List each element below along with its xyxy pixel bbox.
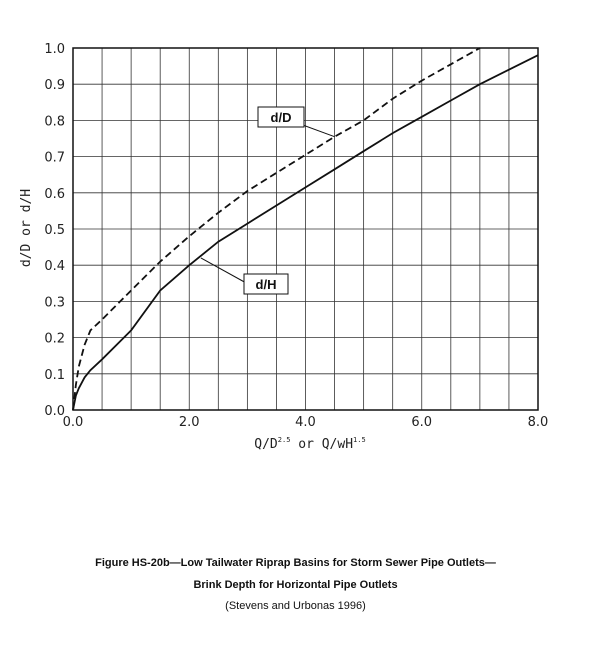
- callouts: [201, 107, 335, 294]
- y-tick-label: 0.4: [44, 259, 65, 275]
- y-tick-label: 0.3: [44, 295, 65, 311]
- x-tick-label: 4.0: [295, 415, 316, 430]
- x-tick-label: 0.0: [62, 415, 84, 430]
- callout-d-over-D: [258, 107, 335, 137]
- x-tick-label: 6.0: [411, 415, 433, 430]
- y-tick-label: 0.0: [44, 404, 65, 419]
- figure-caption-source: (Stevens and Urbonas 1996): [225, 600, 366, 612]
- y-tick-labels: [44, 42, 65, 419]
- callout-leader-line: [201, 258, 248, 284]
- x-tick-labels: [63, 415, 549, 430]
- x-axis-title: [254, 436, 365, 452]
- x-tick-label: 8.0: [527, 415, 549, 430]
- y-tick-label: 0.6: [44, 186, 65, 202]
- y-tick-label: 0.1: [44, 367, 65, 383]
- x-tick-label: 2.0: [178, 415, 200, 430]
- callout-label: d/H: [255, 277, 277, 292]
- x-axis-title-mid: or Q/wH: [290, 437, 354, 452]
- callout-label: d/D: [270, 110, 292, 125]
- callout-d-over-H: [201, 258, 288, 294]
- y-tick-label: 0.9: [44, 78, 65, 94]
- figure-caption-title: Figure HS-20b—Low Tailwater Riprap Basins for Storm Sewer Pipe Outlets—: [95, 557, 496, 569]
- y-tick-label: 1.0: [44, 42, 65, 57]
- y-axis-title: d/D or d/H: [19, 188, 34, 268]
- x-axis-title-main: Q/D: [254, 437, 278, 452]
- y-tick-label: 0.7: [44, 150, 65, 166]
- x-axis-title-sup1: 2.5: [277, 436, 291, 444]
- y-tick-label: 0.2: [44, 331, 65, 347]
- y-tick-label: 0.8: [44, 114, 65, 130]
- y-tick-label: 0.5: [44, 223, 65, 238]
- x-axis-title-sup2: 1.5: [353, 436, 366, 444]
- figure-caption-subtitle: Brink Depth for Horizontal Pipe Outlets: [193, 579, 398, 591]
- grid: [73, 48, 538, 410]
